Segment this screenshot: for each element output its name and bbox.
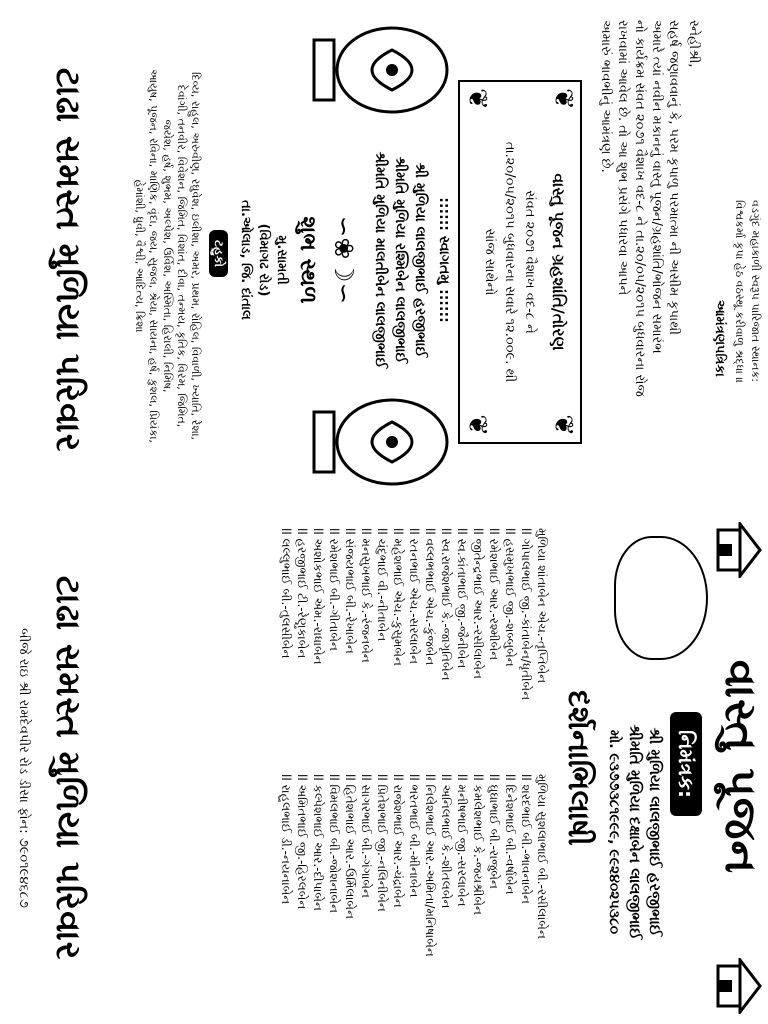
list-item: ll રાહુલભાઈ ડી.-નયનાબેન xyxy=(279,774,293,905)
para-line: અમારે ત્યાં નવીન મકાનનું વાસ્તુ પૂજન/ગ્રહશાંતિ/ભોજન સમારંભ xyxy=(649,20,664,354)
list-item: ll મનીષભાઈ જી.-સરલાબેન xyxy=(455,774,469,907)
swirl-ornament-icon: ∽❀☽∽ xyxy=(328,215,358,305)
list-item: ll રાજેશભાઈ આર.-ચંદ્રાબેન xyxy=(391,774,405,908)
list-item: ll ચંદુભાઈ વી.-નીતાબેન xyxy=(375,528,389,642)
list-item: ll પ્રિતેશભાઈ જી.-નલિનીબેન xyxy=(375,774,389,912)
box-title: વાસ્તુ પૂજન ગ્રહશાંતિ/તોરણ xyxy=(549,173,568,351)
list-item: ll શરદભાઈ બી.-ભાવનાબેન xyxy=(519,774,533,904)
venue-line1: મુ.સામતી xyxy=(274,235,289,285)
name-list-col1 xyxy=(278,528,550,764)
list-item: ll રમેશભાઈ બી.-ગીતાબેન xyxy=(327,528,341,651)
list-item: ll નિલેશભાઈ આર.-અમિતા/મનિષાબેન xyxy=(423,774,437,957)
list-item: ll રમેશભાઈ આર.-રશ્મીબેન xyxy=(487,528,501,661)
list-item: ll વલ્લભભાઈ એચ.-કુંજબેન xyxy=(423,528,437,666)
ganesha-illustration-icon xyxy=(614,536,708,660)
welcome-title: :::::: સ્વાગતમુ :::::: xyxy=(436,197,452,323)
om-emblem-icon xyxy=(302,20,452,120)
para-line: સહર્ષ જણાવવાનું કે, પરમ કૃપાળુ પરમાત્મા ની અસીમ કૃપાથી xyxy=(666,20,681,335)
list-item: ll દિનેશભાઈ બી.-વર્ષાબેન xyxy=(503,774,517,895)
para-line: અમારું ભાવભીનું આમંત્રણ છે. xyxy=(598,20,613,173)
list-item: ll હરજીભાઈ ટી.-રેણુકાબેન xyxy=(295,528,309,659)
list-item: ll મહેશભાઈ એચ.-કુસુમબેન xyxy=(391,528,405,667)
list-item: ll સંજયભાઈ બી.-રેખાબેન xyxy=(343,528,357,654)
ornament-icon: ❦ xyxy=(462,414,492,436)
gift-line: જયેશ, હર્ષ, શુભમ, અલ્પેશ, ઉર્વિશ, અસ્મિતા, હિરાલી, નિમિષ, xyxy=(161,119,174,393)
name-list-col2 xyxy=(278,774,550,1010)
list-item: ll સાગરભાઈ બી.-ગંગાબેન xyxy=(359,774,373,898)
header-center: આમંત્રણપત્રિકા xyxy=(712,300,727,377)
list-item: ll વિમલભાઈ બી.-જોશનાબેન xyxy=(327,774,341,914)
cover-title: વાસ્તુ પૂજન xyxy=(715,659,766,875)
list-item: ll કમલેશભાઈ કે.-જયશ્રીબેન xyxy=(471,774,485,915)
invite-badge: નિમંત્રક: xyxy=(670,712,702,816)
welcome-line: શ્રીમતિ મુળિયા રશ્મિબેન લાલજીભાઈ xyxy=(392,156,408,364)
salutation: સ્નેહીશ્રી, xyxy=(686,20,701,68)
venue-line3: તા.ઓલાડ, જિ. દાંતાલ xyxy=(238,200,253,320)
list-item: ll સ્વ.કાંતાભાઈ જી.-જૈનીબેન xyxy=(455,528,469,669)
list-item: ll અનિલભાઈ કે.-શીતલબેન xyxy=(439,774,453,909)
gift-line: દેવાંગી, તનવીર, વિવેશન, જિમિત, વિશાંત, દીવા, તન્મય, કૃતિક, વિરમ, જિમિત, xyxy=(175,84,188,428)
welcome-line: શ્રીમતિ મુળિયા માલતીબેન લાલજીભાઈ xyxy=(372,151,388,369)
family-name: ટાઢા સમસ્ત મુળિયા પરિવાર xyxy=(48,575,88,961)
header-line2: વિશ્વકર્મા કૃપા હેઠ વઠસ્થૂ કરીવાળુ શ્રદ્ધા ॥ xyxy=(733,200,746,384)
para-line: રાખવામાં આવેલ છે. તો આ શુભ પ્રસંગે પધારવા આપને xyxy=(615,20,630,296)
list-item: ll અમિતભાઈ જી.-હિરલબેન xyxy=(295,774,309,910)
gift-paragraph xyxy=(132,14,202,498)
list-item: ll હસમુખભાઈ જી.-શબ્બુબેન xyxy=(503,528,517,667)
event-box xyxy=(458,80,582,444)
intro-paragraph xyxy=(597,20,682,500)
list-item: ll મનસુખભાઈ કે.-રંજનબેન xyxy=(359,528,373,663)
venue-line2: (વિમાગઢ રોડ) xyxy=(256,223,271,297)
list-item: ll સ્વ.રાજેશભાઈ કે.-જાગૃતિબેન xyxy=(439,528,453,681)
list-item: ll રતનભાઈ એચ.-સરલાબેન xyxy=(407,528,421,665)
ornament-icon: ❦ xyxy=(548,414,578,436)
list-item: ll ભરતભાઈ બી.-મીનાબેન xyxy=(407,774,421,898)
host-line2: શ્રીમતિ મુળિયા દક્ષાબેન લાલજીભાઈ xyxy=(626,724,644,940)
box-line1: સંવત ૨૦૭૧ વૈશાખ વદ-૮ ને xyxy=(522,190,537,334)
host-line1: શ્રી મુળિયા લાલજીભાઈ હરજીભાઈ xyxy=(646,727,664,937)
list-item: ll ઘુઘાભાઈ બી.-રાજુબેન xyxy=(487,774,501,889)
box-line2: તા.૨૦/૦૫/૨૦૧૫ બુધવારના સવારે ૧૨.૦૦૯. થી xyxy=(502,141,517,383)
list-item: ll ગોપાલભાઈ જી.-કાંતાબેન/ધૃતીબેન xyxy=(519,528,533,701)
house-icon xyxy=(712,958,762,1014)
list-item: ll અશોકભાઈ એમ.-રાધાબેન xyxy=(311,528,325,665)
list-item: ll કલ્પેશભાઈ આર.-દીપાબેન xyxy=(311,774,325,911)
gift-badge: ટહુકો xyxy=(209,230,228,277)
list-item: મુળિયા સુશલાભાઈ બી.-રસીલાબેન xyxy=(535,774,549,939)
list-item: મુળિયા શાંતાબેન એચ.-તૃપ્તિબેન xyxy=(535,528,549,684)
ornament-icon: ❦ xyxy=(548,88,578,110)
welcome-names xyxy=(370,130,430,390)
footer-address: બીજે રાઇ શ્રી રામદેવપીર રોડ ડીસા ફોન: ૭૯૦૧૯૪૬૮૭ xyxy=(16,628,31,908)
list-item: ll હિતેશભાઈ આર.-ઉર્મિલાબેન xyxy=(343,774,357,920)
gift-line: હેમાંશી, ધ્રુવી, વૈશ્વી, આદિત્ય, ક્રિશા xyxy=(133,179,146,333)
ornament-icon: ❦ xyxy=(462,88,492,110)
gift-line: આયુષ, પૂજન, રવિના, માણિક, વૃંદા, જય, સુજલ, શ્રેયા, સાયના, હર્ષ, કુશલ, પ્રિયંકા, xyxy=(147,68,160,444)
gift-line: દિવ્ય, રાહુલ, અરુવીણ, રઘુવેશ, ઇલીશા, અમર, પ્રથમ, રોહિલ, વિવાળી, ખ્યાતિ, રેશા, xyxy=(189,71,202,441)
box-line3: સાંજ સાથેનો xyxy=(482,228,497,296)
phone-number: મો. ૯૩૭૭૩૮૧૯૯૯, ૯૯૨૪૦૨૫૩૮૦ xyxy=(606,729,622,935)
list-item: ll જીતેન્દ્રભાઈ આર.-રસીલાબેન xyxy=(471,528,485,679)
welcome-line: શ્રી મુળિયા લાલજીભાઈ હરજીભાઈ xyxy=(412,162,428,358)
venue-title: શુભ સ્થળ xyxy=(295,216,320,304)
family-name: ટાઢા સમસ્ત મુળિયા પરિવાર xyxy=(48,67,88,453)
para-line: નો કાર્યક્રમ સંવત ૨૦૭૧ વૈશાખ વદ-૮ ને તા.૨૦/૦૫/૨૦૧૫ બુધવારના રોજ xyxy=(632,20,647,397)
list-item: ll લલ્લુભાઈ બી.-તુલસીબેન xyxy=(279,528,293,659)
om-emblem-icon xyxy=(302,392,452,492)
header-left: વડગુંદ મહાકાળી સ્વરૂપ પારિજાત સ્થાનક: xyxy=(749,200,762,382)
section-title: દર્શનાભિલાષી xyxy=(561,690,596,846)
house-icon xyxy=(712,522,762,578)
right-panel xyxy=(0,512,768,1024)
